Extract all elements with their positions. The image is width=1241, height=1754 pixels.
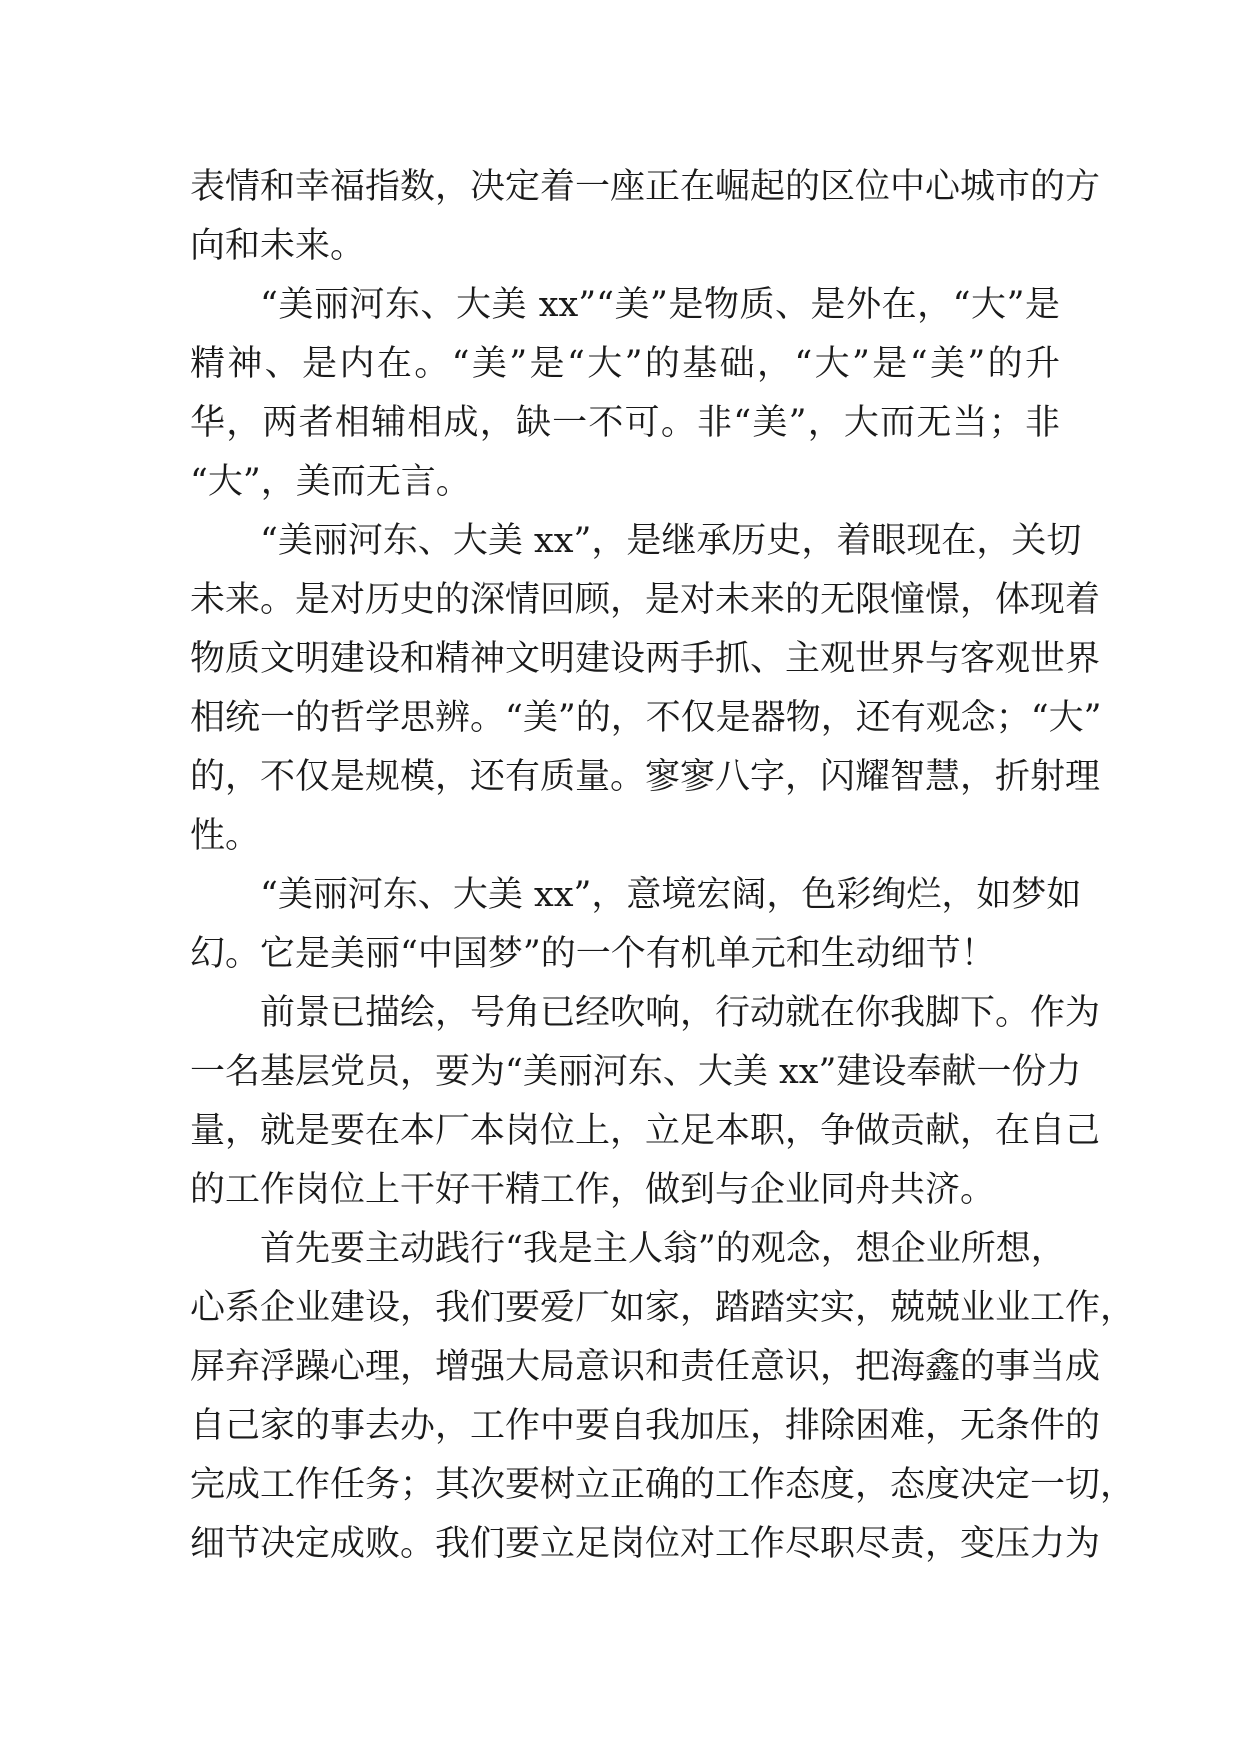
text-line: 华，两者相辅相成，缺一不可。非“美”，大而无当；非 [190, 403, 1060, 443]
text-line: 完成工作任务；其次要树立正确的工作态度，态度决定一切， [190, 1465, 1136, 1505]
text-line: 细节决定成败。我们要立足岗位对工作尽职尽责，变压力为 [190, 1524, 1101, 1564]
text-line: 首先要主动践行“我是主人翁”的观念，想企业所想， [260, 1229, 1066, 1269]
text-line: 精神、是内在。“美”是“大”的基础，“大”是“美”的升 [190, 344, 1060, 384]
text-line: 物质文明建设和精神文明建设两手抓、主观世界与客观世界 [190, 639, 1101, 679]
text-line: 自己家的事去办，工作中要自我加压，排除困难，无条件的 [190, 1406, 1101, 1446]
text-line: 性。 [190, 816, 261, 856]
text-line: 幻。它是美丽“中国梦”的一个有机单元和生动细节！ [190, 934, 996, 974]
text-line: “美丽河东、大美 xx”，是继承历史，着眼现在，关切 [260, 521, 1082, 561]
text-line: “大”，美而无言。 [190, 462, 471, 502]
text-line: “美丽河东、大美 xx”“美”是物质、是外在，“大”是 [260, 285, 1060, 325]
text-line: 一名基层党员，要为“美丽河东、大美 xx”建设奉献一份力 [190, 1052, 1082, 1092]
text-line: 表情和幸福指数，决定着一座正在崛起的区位中心城市的方 [190, 167, 1101, 207]
text-line: 向和未来。 [190, 226, 366, 266]
text-line: 屏弃浮躁心理，增强大局意识和责任意识，把海鑫的事当成 [190, 1347, 1101, 1387]
text-line: 前景已描绘，号角已经吹响，行动就在你我脚下。作为 [260, 993, 1101, 1033]
text-line: 相统一的哲学思辨。“美”的，不仅是器物，还有观念；“大” [190, 698, 1102, 738]
text-line: 的，不仅是规模，还有质量。寥寥八字，闪耀智慧，折射理 [190, 757, 1101, 797]
text-line: 未来。是对历史的深情回顾，是对未来的无限憧憬，体现着 [190, 580, 1101, 620]
text-line: “美丽河东、大美 xx”，意境宏阔，色彩绚烂，如梦如 [260, 875, 1082, 915]
text-line: 量，就是要在本厂本岗位上，立足本职，争做贡献，在自己 [190, 1111, 1101, 1151]
text-line: 的工作岗位上干好干精工作，做到与企业同舟共济。 [190, 1170, 996, 1210]
text-line: 心系企业建设，我们要爱厂如家，踏踏实实，兢兢业业工作， [190, 1288, 1136, 1328]
body-text [190, 158, 1136, 1574]
